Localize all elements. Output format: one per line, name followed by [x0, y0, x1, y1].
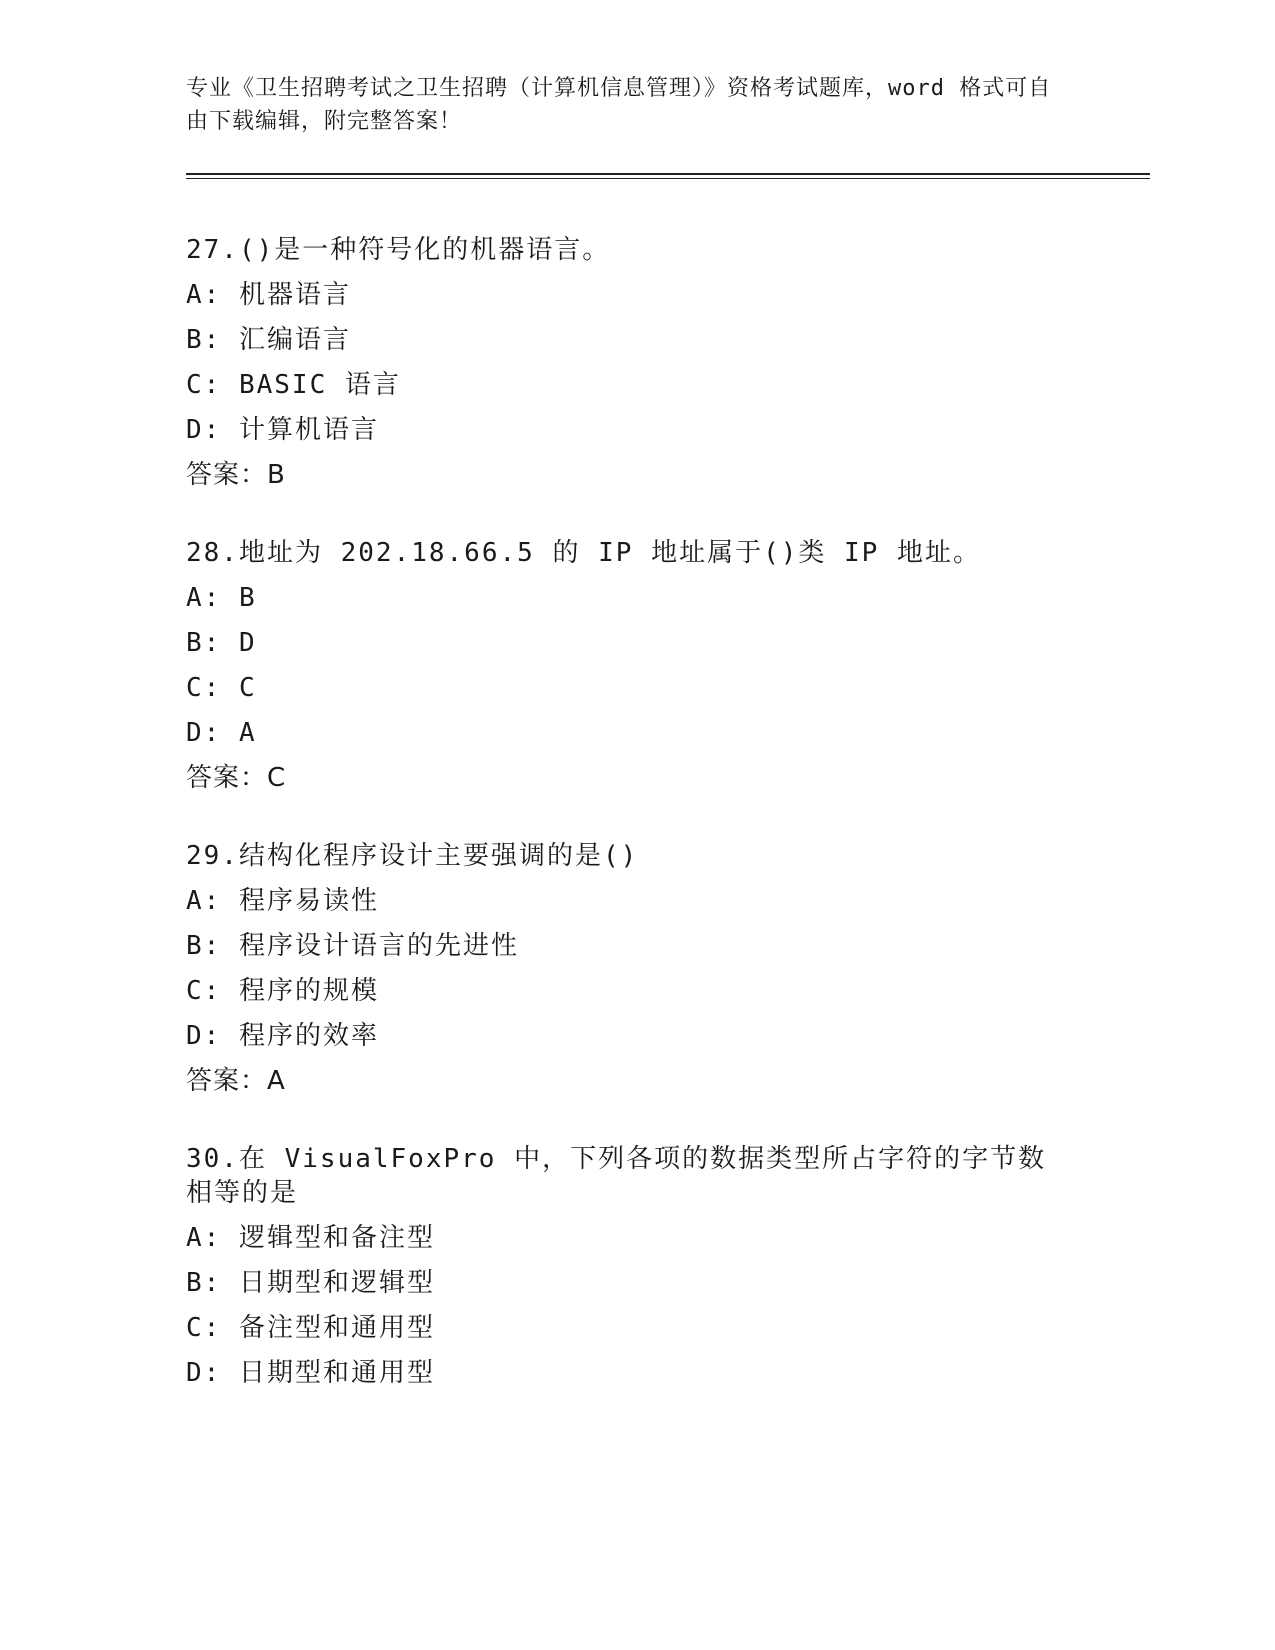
option-d: D: 计算机语言 — [186, 415, 379, 445]
question-28 — [186, 536, 1146, 795]
option-d: D: A — [186, 718, 257, 748]
option-a: A: 程序易读性 — [186, 886, 379, 916]
option-d: D: 日期型和通用型 — [186, 1358, 435, 1388]
question-stem: 28.地址为 202.18.66.5 的 IP 地址属于()类 IP 地址。 — [186, 538, 981, 568]
option-b: B: 汇编语言 — [186, 325, 351, 355]
answer: 答案：B — [186, 460, 286, 490]
option-c: C: 备注型和通用型 — [186, 1313, 435, 1343]
option-a: A: 机器语言 — [186, 280, 351, 310]
option-c: C: 程序的规模 — [186, 976, 379, 1006]
question-stem: 27.()是一种符号化的机器语言。 — [186, 235, 611, 265]
option-c: C: BASIC 语言 — [186, 370, 401, 400]
header-divider — [186, 173, 1150, 179]
option-a: A: 逻辑型和备注型 — [186, 1223, 435, 1253]
question-stem: 30.在 VisualFoxPro 中，下列各项的数据类型所占字符的字节数相等的是 — [186, 1144, 1047, 1208]
option-c: C: C — [186, 673, 257, 703]
answer: 答案：C — [186, 763, 287, 793]
question-27 — [186, 233, 1146, 492]
option-d: D: 程序的效率 — [186, 1021, 379, 1051]
option-b: B: 日期型和逻辑型 — [186, 1268, 435, 1298]
option-a: A: B — [186, 583, 257, 613]
question-stem: 29.结构化程序设计主要强调的是() — [186, 841, 639, 871]
document-header: 专业《卫生招聘考试之卫生招聘（计算机信息管理）》资格考试题库，word 格式可自由下载编辑，附完整答案！ — [186, 76, 1052, 134]
question-30 — [186, 1142, 1146, 1390]
answer: 答案：A — [186, 1066, 286, 1096]
option-b: B: 程序设计语言的先进性 — [186, 931, 519, 961]
option-b: B: D — [186, 628, 257, 658]
question-29 — [186, 839, 1146, 1098]
document-page — [186, 72, 1146, 1401]
